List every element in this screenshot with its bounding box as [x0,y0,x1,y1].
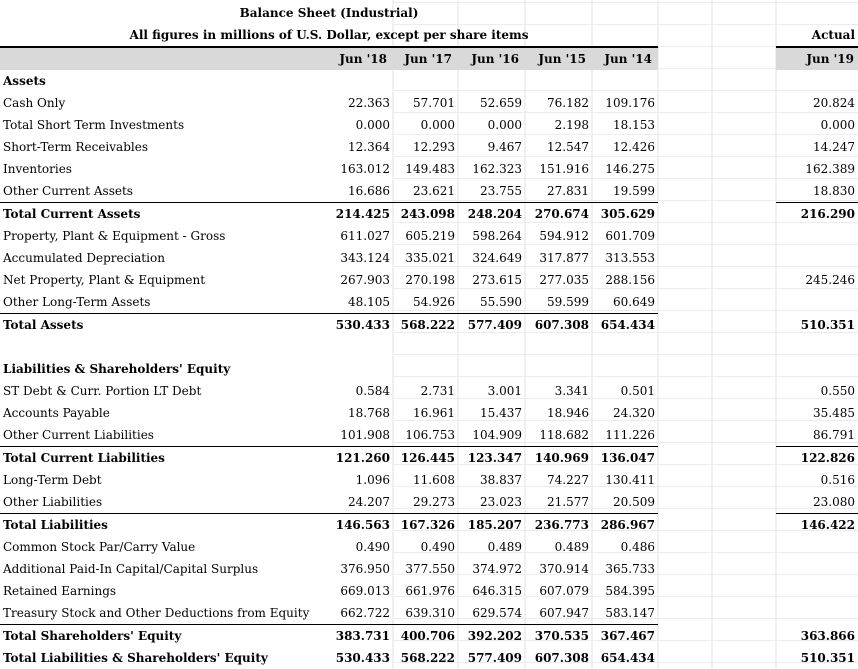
row-label: Total Current Assets [3,207,141,221]
value-cell: 136.047 [600,451,655,465]
value-cell: 584.395 [605,584,655,598]
value-cell: 646.315 [472,584,522,598]
table-row [0,491,858,514]
actual-value-cell: 35.485 [813,406,855,420]
value-cell: 376.950 [340,562,390,576]
value-cell: 23.023 [458,491,525,514]
section-title: Liabilities & Shareholders' Equity [3,362,231,376]
row-label: Total Assets [3,318,84,332]
row-label: Common Stock Par/Carry Value [3,540,196,554]
value-cell: 146.275 [605,162,655,176]
value-cell: 151.916 [539,162,589,176]
value-cell: 15.437 [480,406,522,420]
title-row [0,2,858,24]
value-cell: 270.198 [405,273,455,287]
value-cell: 0.489 [487,540,522,554]
value-cell: 0.584 [355,384,390,398]
actual-value-cell: 122.826 [800,451,855,465]
actual-value-cell [776,536,858,558]
value-cell: 607.947 [525,602,592,625]
row-label: Other Liabilities [0,491,323,514]
value-cell: 24.207 [323,491,393,514]
value-cell: 317.877 [539,251,589,265]
row-label: Long-Term Debt [3,473,102,487]
balance-sheet-table [0,2,858,669]
value-cell: 568.222 [400,651,455,665]
value-cell: 2.731 [420,384,455,398]
value-cell: 611.027 [340,229,390,243]
value-cell: 130.411 [605,473,655,487]
value-cell: 163.012 [340,162,390,176]
value-cell: 23.621 [393,180,458,203]
value-cell: 24.320 [613,406,655,420]
column-header: Jun '18 [323,47,393,70]
value-cell: 383.731 [335,629,390,643]
value-cell: 568.222 [400,318,455,332]
actual-value-cell [776,247,858,269]
value-cell: 313.553 [605,251,655,265]
table-row [0,180,858,203]
value-cell: 185.207 [467,518,522,532]
sheet-subtitle: All figures in millions of U.S. Dollar, except per share items [0,24,658,47]
actual-value-cell [776,225,858,247]
value-cell: 662.722 [323,602,393,625]
value-cell: 22.363 [348,96,390,110]
value-cell: 370.914 [539,562,589,576]
table-row [0,92,858,114]
row-label: Additional Paid-In Capital/Capital Surplus [3,562,259,576]
row-label: Retained Earnings [3,584,117,598]
value-cell: 74.227 [547,473,589,487]
value-cell: 3.341 [554,384,589,398]
row-label: Cash Only [3,96,66,110]
table-row [0,291,858,314]
actual-value-cell: 245.246 [805,273,855,287]
table-row [0,469,858,491]
value-cell: 277.035 [539,273,589,287]
actual-value-cell: 146.422 [800,518,855,532]
row-label: Accounts Payable [3,406,110,420]
value-cell: 21.577 [525,491,592,514]
actual-value-cell [776,558,858,580]
table-row [0,225,858,247]
value-cell: 0.489 [554,540,589,554]
actual-value-cell: 216.290 [800,207,855,221]
section-title-row [0,358,858,380]
value-cell: 248.204 [467,207,522,221]
actual-value-cell: 0.000 [820,118,855,132]
spacer-row [0,336,858,358]
row-label: Total Liabilities [3,518,108,532]
value-cell: 3.001 [487,384,522,398]
value-cell: 601.709 [605,229,655,243]
value-cell: 38.837 [480,473,522,487]
value-cell: 109.176 [605,96,655,110]
table-row [0,447,858,470]
value-cell: 598.264 [472,229,522,243]
actual-value-cell [776,602,858,625]
table-row [0,514,858,537]
value-cell: 57.701 [413,96,455,110]
subtitle-row [0,24,858,47]
actual-value-cell: 0.550 [820,384,855,398]
value-cell: 0.000 [487,118,522,132]
value-cell: 11.608 [413,473,455,487]
column-header-row [0,47,858,70]
value-cell: 12.293 [413,140,455,154]
value-cell: 0.000 [355,118,390,132]
table-row [0,314,858,337]
value-cell: 214.425 [335,207,390,221]
value-cell: 2.198 [554,118,589,132]
row-label: Property, Plant & Equipment - Gross [3,229,226,243]
actual-value-cell [776,580,858,602]
value-cell: 607.308 [534,651,589,665]
row-label: Other Current Liabilities [0,424,323,447]
value-cell: 20.509 [592,491,658,514]
table-row [0,402,858,424]
value-cell: 0.490 [420,540,455,554]
value-cell: 104.909 [458,424,525,447]
value-cell: 111.226 [592,424,658,447]
value-cell: 167.326 [400,518,455,532]
value-cell: 12.364 [348,140,390,154]
value-cell: 9.467 [487,140,522,154]
value-cell: 118.682 [525,424,592,447]
value-cell: 654.434 [600,651,655,665]
value-cell: 101.908 [323,424,393,447]
table-row [0,625,858,648]
table-row [0,424,858,447]
value-cell: 59.599 [525,291,592,314]
value-cell: 1.096 [355,473,390,487]
column-header: Jun '16 [458,47,525,70]
value-cell: 629.574 [458,602,525,625]
actual-value-cell: 14.247 [813,140,855,154]
actual-value-cell: 162.389 [805,162,855,176]
actual-value-cell [776,291,858,314]
table-row [0,602,858,625]
value-cell: 370.535 [534,629,589,643]
sheet-title: Balance Sheet (Industrial) [239,6,419,20]
actual-value-cell: 20.824 [813,96,855,110]
row-label: Total Current Liabilities [3,451,165,465]
value-cell: 661.976 [405,584,455,598]
row-label: Total Short Term Investments [3,118,185,132]
value-cell: 267.903 [340,273,390,287]
value-cell: 0.490 [355,540,390,554]
value-cell: 607.079 [539,584,589,598]
table-row [0,647,858,669]
actual-label: Actual [776,24,858,47]
table-row [0,136,858,158]
value-cell: 305.629 [600,207,655,221]
value-cell: 146.563 [335,518,390,532]
value-cell: 121.260 [335,451,390,465]
value-cell: 27.831 [525,180,592,203]
row-label: Total Liabilities & Shareholders' Equity [3,651,268,665]
actual-value-cell: 363.866 [800,628,855,643]
actual-value-cell: 18.830 [776,180,858,203]
value-cell: 583.147 [592,602,658,625]
value-cell: 669.013 [340,584,390,598]
table-row [0,247,858,269]
row-label: Net Property, Plant & Equipment [3,273,206,287]
row-label: Other Current Assets [0,180,323,203]
value-cell: 0.486 [620,540,655,554]
column-header: Jun '15 [525,47,592,70]
value-cell: 639.310 [393,602,458,625]
value-cell: 374.972 [472,562,522,576]
value-cell: 324.649 [472,251,522,265]
value-cell: 60.649 [592,291,658,314]
actual-value-cell: 510.351 [800,317,855,332]
value-cell: 377.550 [405,562,455,576]
actual-value-cell: 510.351 [800,651,855,665]
row-label: Other Long-Term Assets [0,291,323,314]
value-cell: 236.773 [534,518,589,532]
section-title-row [0,70,858,92]
value-cell: 19.599 [592,180,658,203]
table-row [0,380,858,402]
value-cell: 270.674 [534,207,589,221]
value-cell: 0.501 [620,384,655,398]
value-cell: 530.433 [335,651,390,665]
value-cell: 18.153 [613,118,655,132]
table-row [0,536,858,558]
value-cell: 335.021 [405,251,455,265]
actual-value-cell: 86.791 [776,424,858,447]
actual-column-header: Jun '19 [776,47,858,70]
value-cell: 149.483 [405,162,455,176]
actual-value-cell: 0.516 [820,473,855,487]
table-row [0,114,858,136]
row-label: Accumulated Depreciation [3,251,165,265]
value-cell: 392.202 [467,629,522,643]
column-header: Jun '17 [393,47,458,70]
value-cell: 530.433 [335,318,390,332]
value-cell: 594.912 [539,229,589,243]
value-cell: 286.967 [600,518,655,532]
table-row [0,203,858,226]
value-cell: 288.156 [605,273,655,287]
value-cell: 0.000 [420,118,455,132]
value-cell: 16.961 [413,406,455,420]
row-label: ST Debt & Curr. Portion LT Debt [3,384,202,398]
table-row [0,269,858,291]
value-cell: 162.323 [472,162,522,176]
actual-value-cell: 23.080 [776,491,858,514]
column-header: Jun '14 [592,47,658,70]
value-cell: 54.926 [393,291,458,314]
value-cell: 654.434 [600,318,655,332]
table-row [0,558,858,580]
value-cell: 577.409 [467,651,522,665]
row-label: Inventories [3,162,72,176]
table-row [0,580,858,602]
value-cell: 607.308 [534,318,589,332]
value-cell: 12.426 [613,140,655,154]
value-cell: 123.347 [467,451,522,465]
value-cell: 18.946 [547,406,589,420]
row-label: Treasury Stock and Other Deductions from Equity [0,602,323,625]
value-cell: 52.659 [480,96,522,110]
value-cell: 605.219 [405,229,455,243]
value-cell: 140.969 [534,451,589,465]
value-cell: 365.733 [605,562,655,576]
section-title: Assets [3,74,46,88]
value-cell: 577.409 [467,318,522,332]
value-cell: 18.768 [348,406,390,420]
row-label: Short-Term Receivables [3,140,148,154]
value-cell: 367.467 [600,629,655,643]
row-label: Total Shareholders' Equity [3,629,182,643]
value-cell: 23.755 [458,180,525,203]
table-row [0,158,858,180]
value-cell: 273.615 [472,273,522,287]
value-cell: 126.445 [400,451,455,465]
value-cell: 243.098 [400,207,455,221]
value-cell: 106.753 [393,424,458,447]
value-cell: 343.124 [340,251,390,265]
value-cell: 48.105 [323,291,393,314]
value-cell: 76.182 [547,96,589,110]
value-cell: 16.686 [323,180,393,203]
value-cell: 400.706 [400,629,455,643]
value-cell: 29.273 [393,491,458,514]
value-cell: 55.590 [458,291,525,314]
value-cell: 12.547 [547,140,589,154]
